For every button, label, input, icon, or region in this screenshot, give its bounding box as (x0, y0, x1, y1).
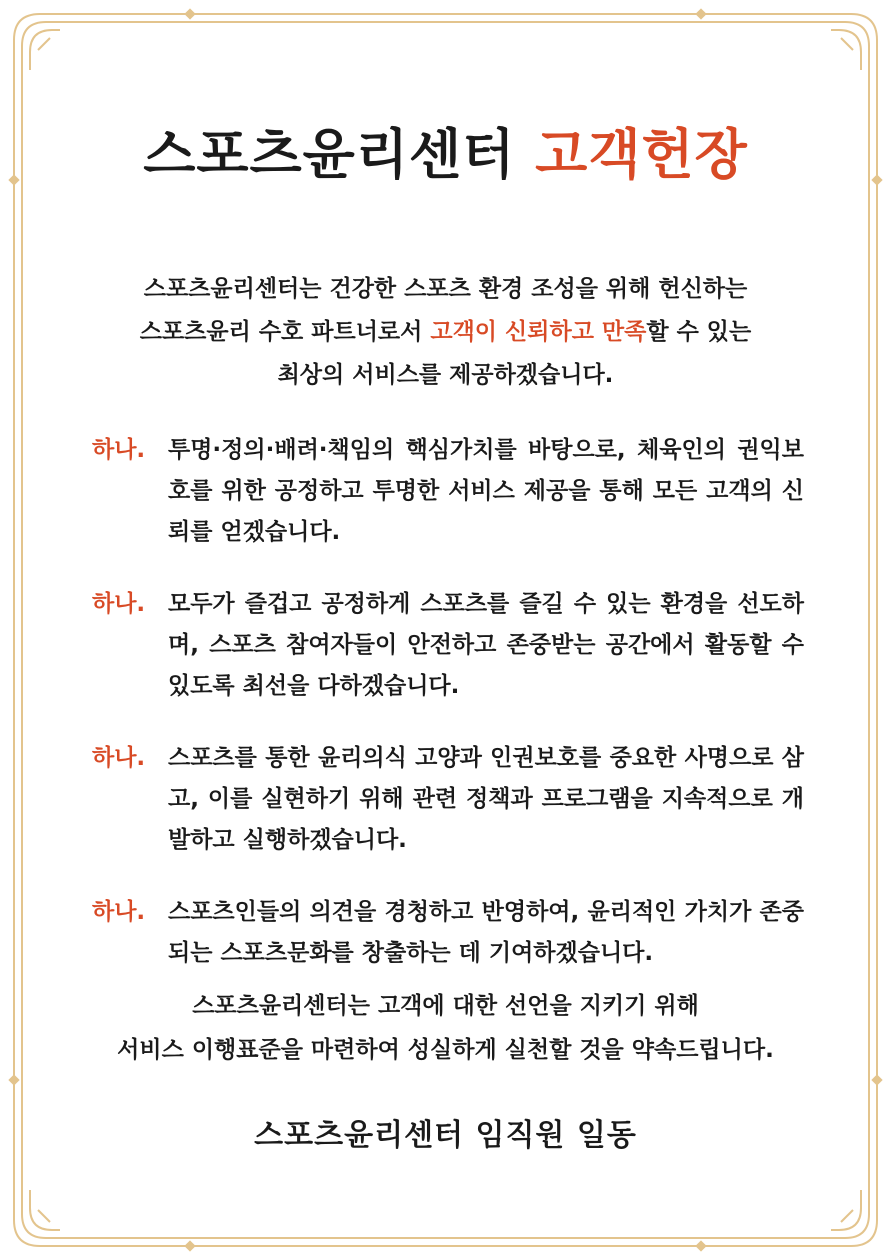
pledge-marker: 하나. (92, 899, 146, 925)
pledge-text: 투명·정의·배려·책임의 핵심가치를 바탕으로, 체육인의 권익보호를 위한 공정하고 투명한 서비스 제공을 통해 모든 고객의 신뢰를 얻겠습니다. (168, 437, 804, 545)
intro-line-1: 스포츠윤리센터는 건강한 스포츠 환경 조성을 위해 헌신하는 (143, 276, 748, 302)
pledge-text: 스포츠인들의 의견을 경청하고 반영하여, 윤리적인 가치가 존중되는 스포츠문화를 창출하는 데 기여하겠습니다. (168, 899, 804, 966)
title-main: 스포츠윤리센터 (143, 123, 516, 186)
intro-accent-phrase: 고객이 신뢰하고 만족 (430, 319, 647, 345)
pledge-item (92, 584, 804, 707)
page-title (0, 112, 891, 189)
pledge-marker: 하나. (92, 745, 146, 771)
pledge-item (92, 892, 804, 974)
intro-paragraph (0, 268, 891, 397)
pledge-list (92, 430, 804, 1005)
pledge-marker: 하나. (92, 437, 146, 463)
title-accent: 고객헌장 (535, 123, 748, 186)
pledge-item (92, 738, 804, 861)
closing-line-2: 서비스 이행표준을 마련하여 성실하게 실천할 것을 약속드립니다. (117, 1037, 774, 1063)
signature: 스포츠윤리센터 임직원 일동 (254, 1118, 637, 1153)
closing-line-1: 스포츠윤리센터는 고객에 대한 선언을 지키기 위해 (192, 993, 699, 1019)
pledge-marker: 하나. (92, 591, 146, 617)
pledge-text: 모두가 즐겁고 공정하게 스포츠를 즐길 수 있는 환경을 선도하며, 스포츠 참여자들이 안전하고 존중받는 공간에서 활동할 수 있도록 최선을 다하겠습니다. (168, 591, 804, 699)
intro-line-3: 최상의 서비스를 제공하겠습니다. (277, 362, 614, 388)
closing-paragraph (0, 984, 891, 1072)
intro-line-2: 스포츠윤리 수호 파트너로서 고객이 신뢰하고 만족할 수 있는 (139, 319, 752, 345)
pledge-item (92, 430, 804, 553)
pledge-text: 스포츠를 통한 윤리의식 고양과 인권보호를 중요한 사명으로 삼고, 이를 실현하기 위해 관련 정책과 프로그램을 지속적으로 개발하고 실행하겠습니다. (168, 745, 804, 853)
